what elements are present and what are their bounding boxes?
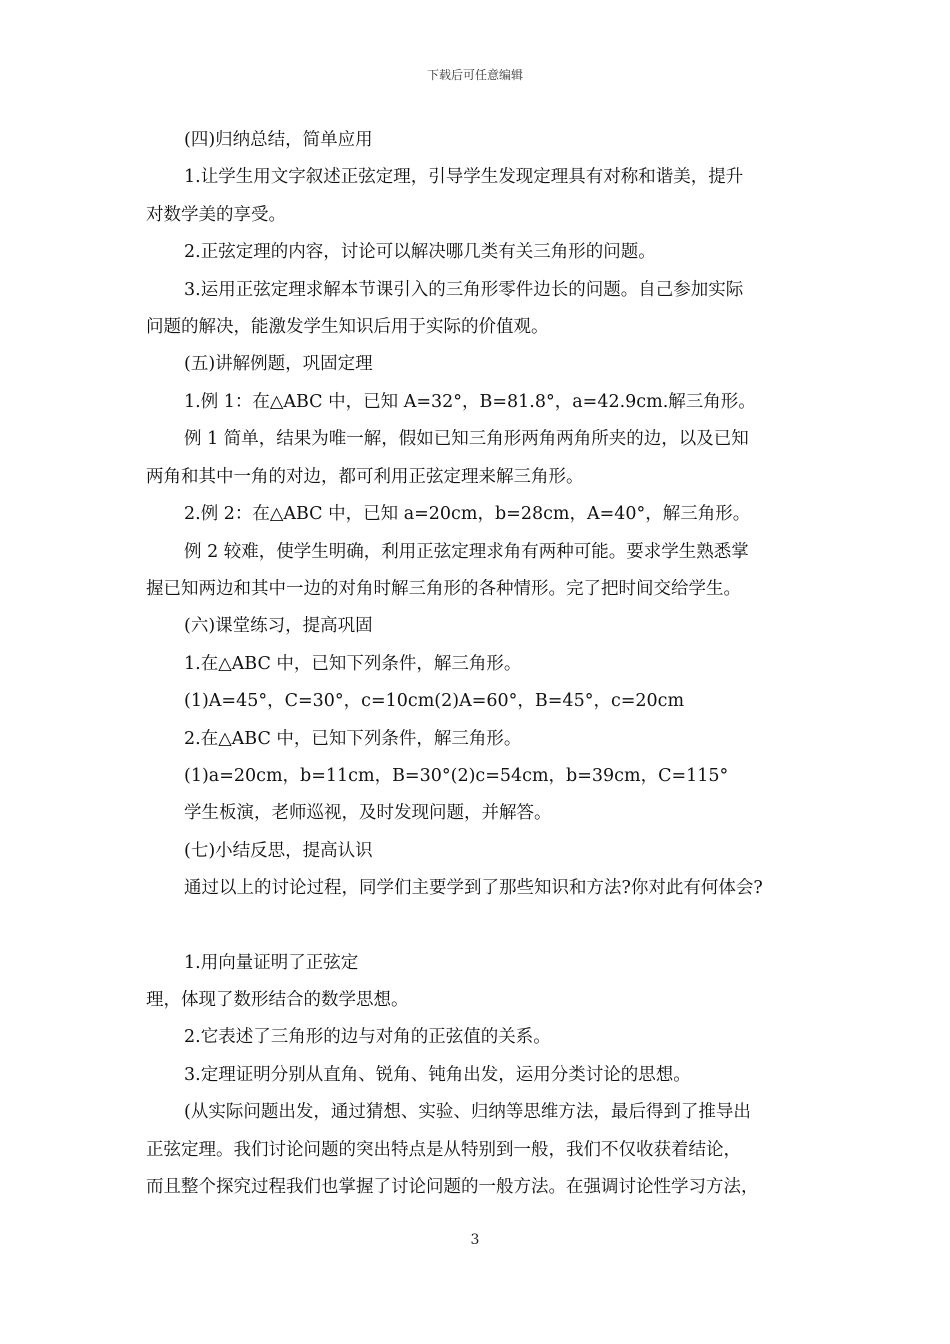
text-line: 2.它表述了三角形的边与对角的正弦值的关系。 — [184, 1027, 551, 1047]
text-line: 1.在△ABC 中，已知下列条件，解三角形。 — [184, 654, 522, 674]
text-line: 通过以上的讨论过程，同学们主要学到了那些知识和方法?你对此有何体会? — [184, 878, 763, 898]
text-line: 理，体现了数形结合的数学思想。 — [146, 990, 409, 1010]
text-line: (从实际问题出发，通过猜想、实验、归纳等思维方法，最后得到了推导出 — [184, 1102, 751, 1122]
text-line: 3.运用正弦定理求解本节课引入的三角形零件边长的问题。自己参加实际 — [184, 280, 744, 300]
text-line: (七)小结反思，提高认识 — [184, 841, 373, 861]
page-header: 下载后可任意编辑 — [426, 68, 523, 82]
text-line: 握已知两边和其中一边的对角时解三角形的各种情形。完了把时间交给学生。 — [146, 579, 741, 599]
text-line: 学生板演，老师巡视，及时发现问题，并解答。 — [184, 803, 552, 823]
text-line: 例 1 简单，结果为唯一解，假如已知三角形两角两角所夹的边，以及已知 — [184, 429, 749, 449]
text-line: (四)归纳总结，简单应用 — [184, 130, 373, 150]
text-line: 2.正弦定理的内容，讨论可以解决哪几类有关三角形的问题。 — [184, 242, 656, 262]
text-line: (1)a=20cm，b=11cm，B=30°(2)c=54cm，b=39cm，C=115° — [184, 766, 729, 786]
text-line: 1.用向量证明了正弦定 — [184, 953, 359, 973]
text-line: (六)课堂练习，提高巩固 — [184, 616, 373, 636]
text-line: 2.例 2：在△ABC 中，已知 a=20cm，b=28cm，A=40°，解三角形。 — [184, 504, 751, 524]
text-line: 而且整个探究过程我们也掌握了讨论问题的一般方法。在强调讨论性学习方法， — [146, 1177, 759, 1197]
text-line: (五)讲解例题，巩固定理 — [184, 354, 373, 374]
text-line: 对数学美的享受。 — [146, 205, 286, 225]
page-number: 3 — [470, 1232, 480, 1248]
text-line: 正弦定理。我们讨论问题的突出特点是从特别到一般，我们不仅收获着结论， — [146, 1140, 741, 1160]
text-line: 例 2 较难，使学生明确，利用正弦定理求角有两种可能。要求学生熟悉掌 — [184, 542, 749, 562]
text-line: 3.定理证明分别从直角、锐角、钝角出发，运用分类讨论的思想。 — [184, 1065, 691, 1085]
text-line: 两角和其中一角的对边，都可利用正弦定理来解三角形。 — [146, 467, 584, 487]
text-line: (1)A=45°，C=30°，c=10cm(2)A=60°，B=45°，c=20cm — [184, 691, 685, 711]
text-line: 1.例 1：在△ABC 中，已知 A=32°，B=81.8°，a=42.9cm.解三角形。 — [184, 392, 756, 412]
text-line: 1.让学生用文字叙述正弦定理，引导学生发现定理具有对称和谐美，提升 — [184, 167, 744, 187]
text-line: 2.在△ABC 中，已知下列条件，解三角形。 — [184, 729, 522, 749]
text-line: 问题的解决，能激发学生知识后用于实际的价值观。 — [146, 317, 549, 337]
